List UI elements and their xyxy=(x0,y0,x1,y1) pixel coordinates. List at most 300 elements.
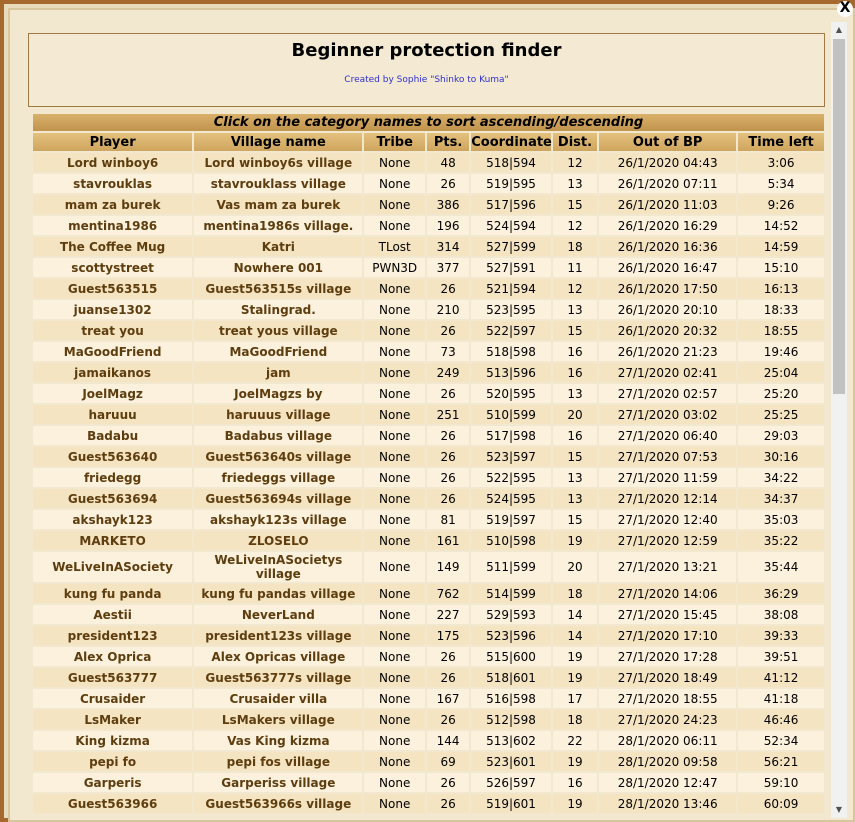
cell-out-of-bp: 27/1/2020 03:02 xyxy=(599,405,736,424)
cell-out-of-bp: 26/1/2020 20:10 xyxy=(599,300,736,319)
cell-distance: 19 xyxy=(553,647,597,666)
cell-distance: 19 xyxy=(553,794,597,813)
cell-points: 26 xyxy=(427,489,469,508)
cell-tribe: None xyxy=(364,321,424,340)
cell-points: 26 xyxy=(427,710,469,729)
cell-time-left: 38:08 xyxy=(738,605,824,624)
table-row xyxy=(33,342,824,361)
cell-out-of-bp: 27/1/2020 06:40 xyxy=(599,426,736,445)
column-header-distance[interactable]: Dist. xyxy=(553,133,597,151)
cell-distance: 15 xyxy=(553,447,597,466)
cell-distance: 13 xyxy=(553,468,597,487)
credit-link[interactable]: Created by Sophie "Shinko to Kuma" xyxy=(344,75,509,85)
table-row xyxy=(33,552,824,582)
cell-player[interactable]: treat you xyxy=(33,321,192,340)
cell-village-name[interactable]: MaGoodFriend xyxy=(194,342,362,361)
cell-time-left: 34:22 xyxy=(738,468,824,487)
cell-tribe: None xyxy=(364,447,424,466)
cell-tribe: None xyxy=(364,300,424,319)
cell-village-name[interactable]: NeverLand xyxy=(194,605,362,624)
cell-village-name[interactable]: Guest563966s village xyxy=(194,794,362,813)
cell-village-name[interactable]: Stalingrad. xyxy=(194,300,362,319)
cell-coordinate: 523|595 xyxy=(471,300,551,319)
cell-player[interactable]: Badabu xyxy=(33,426,192,445)
cell-distance: 15 xyxy=(553,321,597,340)
cell-tribe: None xyxy=(364,605,424,624)
cell-distance: 18 xyxy=(553,584,597,603)
cell-out-of-bp: 26/1/2020 07:11 xyxy=(599,174,736,193)
cell-points: 73 xyxy=(427,342,469,361)
cell-time-left: 9:26 xyxy=(738,195,824,214)
table-row xyxy=(33,363,824,382)
cell-out-of-bp: 28/1/2020 12:47 xyxy=(599,773,736,792)
cell-points: 227 xyxy=(427,605,469,624)
cell-tribe: PWN3D xyxy=(364,258,424,277)
cell-player[interactable]: Lord winboy6 xyxy=(33,153,192,172)
cell-tribe: None xyxy=(364,510,424,529)
cell-village-name[interactable]: pepi fos village xyxy=(194,752,362,771)
cell-time-left: 35:03 xyxy=(738,510,824,529)
cell-player[interactable]: juanse1302 xyxy=(33,300,192,319)
cell-distance: 14 xyxy=(553,626,597,645)
vertical-scrollbar[interactable] xyxy=(831,22,847,818)
cell-player[interactable]: Guest563966 xyxy=(33,794,192,813)
cell-village-name[interactable]: haruuus village xyxy=(194,405,362,424)
cell-player[interactable]: akshayk123 xyxy=(33,510,192,529)
cell-points: 377 xyxy=(427,258,469,277)
cell-tribe: None xyxy=(364,668,424,687)
cell-out-of-bp: 27/1/2020 12:40 xyxy=(599,510,736,529)
cell-out-of-bp: 26/1/2020 16:47 xyxy=(599,258,736,277)
cell-coordinate: 523|596 xyxy=(471,626,551,645)
cell-village-name[interactable]: LsMakers village xyxy=(194,710,362,729)
cell-tribe: None xyxy=(364,689,424,708)
cell-coordinate: 518|601 xyxy=(471,668,551,687)
cell-points: 144 xyxy=(427,731,469,750)
table-row xyxy=(33,447,824,466)
dialog-body xyxy=(8,8,855,822)
cell-player[interactable]: Aestii xyxy=(33,605,192,624)
cell-village-name[interactable]: WeLiveInASocietys village xyxy=(194,552,362,582)
cell-coordinate: 516|598 xyxy=(471,689,551,708)
cell-distance: 22 xyxy=(553,731,597,750)
cell-time-left: 3:06 xyxy=(738,153,824,172)
cell-out-of-bp: 27/1/2020 02:41 xyxy=(599,363,736,382)
cell-village-name[interactable]: Vas mam za burek xyxy=(194,195,362,214)
cell-player[interactable]: jamaikanos xyxy=(33,363,192,382)
cell-out-of-bp: 27/1/2020 02:57 xyxy=(599,384,736,403)
cell-coordinate: 526|597 xyxy=(471,773,551,792)
column-header-time-left[interactable]: Time left xyxy=(738,133,824,151)
cell-out-of-bp: 26/1/2020 21:23 xyxy=(599,342,736,361)
cell-distance: 16 xyxy=(553,426,597,445)
table-row xyxy=(33,468,824,487)
cell-tribe: None xyxy=(364,174,424,193)
cell-time-left: 60:09 xyxy=(738,794,824,813)
cell-distance: 12 xyxy=(553,216,597,235)
cell-time-left: 41:12 xyxy=(738,668,824,687)
cell-time-left: 14:52 xyxy=(738,216,824,235)
cell-distance: 13 xyxy=(553,174,597,193)
cell-points: 149 xyxy=(427,552,469,582)
cell-out-of-bp: 27/1/2020 15:45 xyxy=(599,605,736,624)
cell-village-name[interactable]: Guest563515s village xyxy=(194,279,362,298)
cell-tribe: TLost xyxy=(364,237,424,256)
cell-player[interactable]: mam za burek xyxy=(33,195,192,214)
table-row xyxy=(33,731,824,750)
cell-distance: 19 xyxy=(553,752,597,771)
cell-points: 196 xyxy=(427,216,469,235)
table-row xyxy=(33,710,824,729)
cell-tribe: None xyxy=(364,794,424,813)
cell-village-name[interactable]: ZLOSELO xyxy=(194,531,362,550)
cell-tribe: None xyxy=(364,468,424,487)
cell-distance: 15 xyxy=(553,195,597,214)
cell-distance: 15 xyxy=(553,510,597,529)
cell-tribe: None xyxy=(364,710,424,729)
cell-points: 81 xyxy=(427,510,469,529)
column-header-coordinate[interactable]: Coordinate xyxy=(471,134,552,150)
cell-tribe: None xyxy=(364,216,424,235)
cell-points: 26 xyxy=(427,794,469,813)
table-row xyxy=(33,153,824,172)
cell-player[interactable]: WeLiveInASociety xyxy=(33,552,192,582)
cell-time-left: 34:37 xyxy=(738,489,824,508)
cell-points: 386 xyxy=(427,195,469,214)
cell-coordinate: 519|597 xyxy=(471,510,551,529)
cell-out-of-bp: 26/1/2020 17:50 xyxy=(599,279,736,298)
cell-out-of-bp: 26/1/2020 16:36 xyxy=(599,237,736,256)
cell-village-name[interactable]: Guest563777s village xyxy=(194,668,362,687)
cell-distance: 13 xyxy=(553,489,597,508)
cell-coordinate: 512|598 xyxy=(471,710,551,729)
cell-village-name[interactable]: Crusaider villa xyxy=(194,689,362,708)
cell-coordinate: 519|601 xyxy=(471,794,551,813)
sort-hint: Click on the category names to sort ascending/descending xyxy=(33,114,824,131)
results-table xyxy=(31,112,826,815)
cell-points: 26 xyxy=(427,647,469,666)
table-row xyxy=(33,405,824,424)
cell-village-name[interactable]: Vas King kizma xyxy=(194,731,362,750)
cell-out-of-bp: 26/1/2020 20:32 xyxy=(599,321,736,340)
cell-tribe: None xyxy=(364,426,424,445)
column-header-player[interactable]: Player xyxy=(33,133,192,151)
cell-tribe: None xyxy=(364,489,424,508)
cell-points: 69 xyxy=(427,752,469,771)
cell-time-left: 29:03 xyxy=(738,426,824,445)
table-row xyxy=(33,773,824,792)
cell-village-name[interactable]: treat yous village xyxy=(194,321,362,340)
cell-village-name[interactable]: kung fu pandas village xyxy=(194,584,362,603)
cell-player[interactable]: haruuu xyxy=(33,405,192,424)
cell-tribe: None xyxy=(364,279,424,298)
table-row xyxy=(33,794,824,813)
dialog-header xyxy=(28,33,825,107)
cell-out-of-bp: 26/1/2020 04:43 xyxy=(599,153,736,172)
cell-out-of-bp: 28/1/2020 09:58 xyxy=(599,752,736,771)
cell-coordinate: 529|593 xyxy=(471,605,551,624)
cell-points: 175 xyxy=(427,626,469,645)
cell-distance: 16 xyxy=(553,773,597,792)
table-row xyxy=(33,258,824,277)
cell-out-of-bp: 27/1/2020 11:59 xyxy=(599,468,736,487)
cell-player[interactable]: friedegg xyxy=(33,468,192,487)
cell-village-name[interactable]: friedeggs village xyxy=(194,468,362,487)
table-row xyxy=(33,237,824,256)
table-row xyxy=(33,321,824,340)
results-table-container xyxy=(31,112,826,818)
page-title: Beginner protection finder xyxy=(291,40,562,61)
cell-time-left: 14:59 xyxy=(738,237,824,256)
cell-tribe: None xyxy=(364,405,424,424)
cell-distance: 16 xyxy=(553,342,597,361)
table-row xyxy=(33,584,824,603)
cell-village-name[interactable]: Lord winboy6s village xyxy=(194,153,362,172)
cell-points: 26 xyxy=(427,384,469,403)
cell-coordinate: 510|599 xyxy=(471,405,551,424)
cell-tribe: None xyxy=(364,552,424,582)
cell-out-of-bp: 27/1/2020 18:49 xyxy=(599,668,736,687)
table-header-row xyxy=(33,133,824,151)
cell-tribe: None xyxy=(364,342,424,361)
cell-village-name[interactable]: jam xyxy=(194,363,362,382)
cell-time-left: 5:34 xyxy=(738,174,824,193)
cell-distance: 13 xyxy=(553,384,597,403)
table-row xyxy=(33,647,824,666)
cell-coordinate: 510|598 xyxy=(471,531,551,550)
cell-points: 762 xyxy=(427,584,469,603)
cell-points: 26 xyxy=(427,174,469,193)
cell-player[interactable]: MaGoodFriend xyxy=(33,342,192,361)
cell-time-left: 39:33 xyxy=(738,626,824,645)
cell-time-left: 25:20 xyxy=(738,384,824,403)
cell-points: 249 xyxy=(427,363,469,382)
cell-village-name[interactable]: JoelMagzs by xyxy=(194,384,362,403)
cell-coordinate: 518|594 xyxy=(471,153,551,172)
cell-coordinate: 513|596 xyxy=(471,363,551,382)
cell-player[interactable]: mentina1986 xyxy=(33,216,192,235)
cell-points: 26 xyxy=(427,426,469,445)
scroll-down-arrow-icon[interactable]: ▼ xyxy=(835,805,843,814)
cell-village-name[interactable]: stavrouklass village xyxy=(194,174,362,193)
cell-points: 48 xyxy=(427,153,469,172)
cell-time-left: 25:25 xyxy=(738,405,824,424)
cell-player[interactable]: The Coffee Mug xyxy=(33,237,192,256)
cell-points: 161 xyxy=(427,531,469,550)
cell-player[interactable]: scottystreet xyxy=(33,258,192,277)
cell-time-left: 46:46 xyxy=(738,710,824,729)
table-body xyxy=(33,153,824,813)
cell-out-of-bp: 26/1/2020 16:29 xyxy=(599,216,736,235)
cell-time-left: 35:22 xyxy=(738,531,824,550)
cell-time-left: 59:10 xyxy=(738,773,824,792)
cell-tribe: None xyxy=(364,531,424,550)
cell-village-name[interactable]: mentina1986s village. xyxy=(194,216,362,235)
cell-out-of-bp: 27/1/2020 13:21 xyxy=(599,552,736,582)
cell-time-left: 52:34 xyxy=(738,731,824,750)
cell-distance: 18 xyxy=(553,237,597,256)
table-row xyxy=(33,626,824,645)
table-row xyxy=(33,174,824,193)
table-row xyxy=(33,216,824,235)
cell-player[interactable]: Garperis xyxy=(33,773,192,792)
cell-time-left: 41:18 xyxy=(738,689,824,708)
column-header-village-name[interactable]: Village name xyxy=(194,133,362,151)
cell-coordinate: 517|596 xyxy=(471,195,551,214)
cell-out-of-bp: 27/1/2020 18:55 xyxy=(599,689,736,708)
cell-points: 314 xyxy=(427,237,469,256)
cell-coordinate: 515|600 xyxy=(471,647,551,666)
column-header-points[interactable]: Pts. xyxy=(427,133,469,151)
cell-village-name[interactable]: akshayk123s village xyxy=(194,510,362,529)
cell-village-name[interactable]: Katri xyxy=(194,237,362,256)
table-row xyxy=(33,668,824,687)
cell-coordinate: 524|595 xyxy=(471,489,551,508)
cell-coordinate: 521|594 xyxy=(471,279,551,298)
cell-village-name[interactable]: Guest563640s village xyxy=(194,447,362,466)
cell-tribe: None xyxy=(364,153,424,172)
cell-time-left: 35:44 xyxy=(738,552,824,582)
cell-points: 210 xyxy=(427,300,469,319)
cell-player[interactable]: pepi fo xyxy=(33,752,192,771)
cell-out-of-bp: 27/1/2020 17:10 xyxy=(599,626,736,645)
cell-player[interactable]: LsMaker xyxy=(33,710,192,729)
cell-distance: 13 xyxy=(553,300,597,319)
cell-time-left: 19:46 xyxy=(738,342,824,361)
table-row xyxy=(33,531,824,550)
table-row xyxy=(33,384,824,403)
cell-tribe: None xyxy=(364,647,424,666)
cell-out-of-bp: 27/1/2020 07:53 xyxy=(599,447,736,466)
column-header-out-of-bp[interactable]: Out of BP xyxy=(599,133,736,151)
cell-coordinate: 520|595 xyxy=(471,384,551,403)
cell-village-name[interactable]: Nowhere 001 xyxy=(194,258,362,277)
scroll-thumb[interactable] xyxy=(833,39,845,394)
table-row xyxy=(33,689,824,708)
cell-coordinate: 523|597 xyxy=(471,447,551,466)
cell-tribe: None xyxy=(364,584,424,603)
cell-time-left: 30:16 xyxy=(738,447,824,466)
cell-out-of-bp: 28/1/2020 06:11 xyxy=(599,731,736,750)
column-header-tribe[interactable]: Tribe xyxy=(364,133,424,151)
cell-village-name[interactable]: Alex Opricas village xyxy=(194,647,362,666)
cell-out-of-bp: 27/1/2020 24:23 xyxy=(599,710,736,729)
cell-distance: 18 xyxy=(553,710,597,729)
cell-player[interactable]: Crusaider xyxy=(33,689,192,708)
cell-player[interactable]: Guest563777 xyxy=(33,668,192,687)
cell-player[interactable]: Guest563694 xyxy=(33,489,192,508)
cell-tribe: None xyxy=(364,384,424,403)
cell-distance: 17 xyxy=(553,689,597,708)
cell-player[interactable]: president123 xyxy=(33,626,192,645)
cell-points: 26 xyxy=(427,773,469,792)
cell-player[interactable]: stavrouklas xyxy=(33,174,192,193)
cell-player[interactable]: kung fu panda xyxy=(33,584,192,603)
cell-out-of-bp: 27/1/2020 17:28 xyxy=(599,647,736,666)
cell-out-of-bp: 27/1/2020 14:06 xyxy=(599,584,736,603)
cell-coordinate: 518|598 xyxy=(471,342,551,361)
cell-points: 26 xyxy=(427,468,469,487)
scroll-up-arrow-icon[interactable]: ▲ xyxy=(835,25,843,34)
close-button[interactable]: X xyxy=(837,1,853,17)
table-row xyxy=(33,489,824,508)
table-row xyxy=(33,752,824,771)
cell-player[interactable]: Alex Oprica xyxy=(33,647,192,666)
cell-points: 26 xyxy=(427,668,469,687)
cell-distance: 20 xyxy=(553,552,597,582)
cell-points: 26 xyxy=(427,321,469,340)
cell-village-name[interactable]: Garperiss village xyxy=(194,773,362,792)
cell-player[interactable]: JoelMagz xyxy=(33,384,192,403)
cell-distance: 19 xyxy=(553,668,597,687)
cell-out-of-bp: 26/1/2020 11:03 xyxy=(599,195,736,214)
cell-time-left: 36:29 xyxy=(738,584,824,603)
table-row xyxy=(33,510,824,529)
cell-tribe: None xyxy=(364,773,424,792)
cell-out-of-bp: 27/1/2020 12:59 xyxy=(599,531,736,550)
cell-tribe: None xyxy=(364,195,424,214)
cell-points: 26 xyxy=(427,447,469,466)
cell-tribe: None xyxy=(364,752,424,771)
cell-time-left: 56:21 xyxy=(738,752,824,771)
cell-coordinate: 511|599 xyxy=(471,552,551,582)
cell-tribe: None xyxy=(364,731,424,750)
cell-out-of-bp: 27/1/2020 12:14 xyxy=(599,489,736,508)
cell-village-name[interactable]: Badabus village xyxy=(194,426,362,445)
cell-distance: 19 xyxy=(553,531,597,550)
cell-coordinate: 514|599 xyxy=(471,584,551,603)
table-row xyxy=(33,300,824,319)
cell-coordinate: 524|594 xyxy=(471,216,551,235)
cell-distance: 20 xyxy=(553,405,597,424)
cell-coordinate: 517|598 xyxy=(471,426,551,445)
table-row xyxy=(33,426,824,445)
cell-player[interactable]: King kizma xyxy=(33,731,192,750)
table-row xyxy=(33,279,824,298)
cell-player[interactable]: MARKETO xyxy=(33,531,192,550)
cell-coordinate: 522|597 xyxy=(471,321,551,340)
table-row xyxy=(33,195,824,214)
cell-coordinate: 519|595 xyxy=(471,174,551,193)
cell-time-left: 16:13 xyxy=(738,279,824,298)
cell-coordinate: 527|599 xyxy=(471,237,551,256)
cell-coordinate: 513|602 xyxy=(471,731,551,750)
cell-distance: 12 xyxy=(553,153,597,172)
cell-player[interactable]: Guest563515 xyxy=(33,279,192,298)
cell-points: 251 xyxy=(427,405,469,424)
cell-village-name[interactable]: Guest563694s village xyxy=(194,489,362,508)
cell-time-left: 25:04 xyxy=(738,363,824,382)
cell-time-left: 39:51 xyxy=(738,647,824,666)
cell-distance: 12 xyxy=(553,279,597,298)
cell-distance: 11 xyxy=(553,258,597,277)
cell-tribe: None xyxy=(364,363,424,382)
cell-player[interactable]: Guest563640 xyxy=(33,447,192,466)
cell-coordinate: 523|601 xyxy=(471,752,551,771)
cell-coordinate: 522|595 xyxy=(471,468,551,487)
table-row xyxy=(33,605,824,624)
cell-points: 26 xyxy=(427,279,469,298)
cell-distance: 16 xyxy=(553,363,597,382)
cell-out-of-bp: 28/1/2020 13:46 xyxy=(599,794,736,813)
cell-time-left: 18:33 xyxy=(738,300,824,319)
cell-tribe: None xyxy=(364,626,424,645)
cell-points: 167 xyxy=(427,689,469,708)
cell-village-name[interactable]: president123s village xyxy=(194,626,362,645)
cell-coordinate: 527|591 xyxy=(471,258,551,277)
cell-time-left: 15:10 xyxy=(738,258,824,277)
cell-distance: 14 xyxy=(553,605,597,624)
